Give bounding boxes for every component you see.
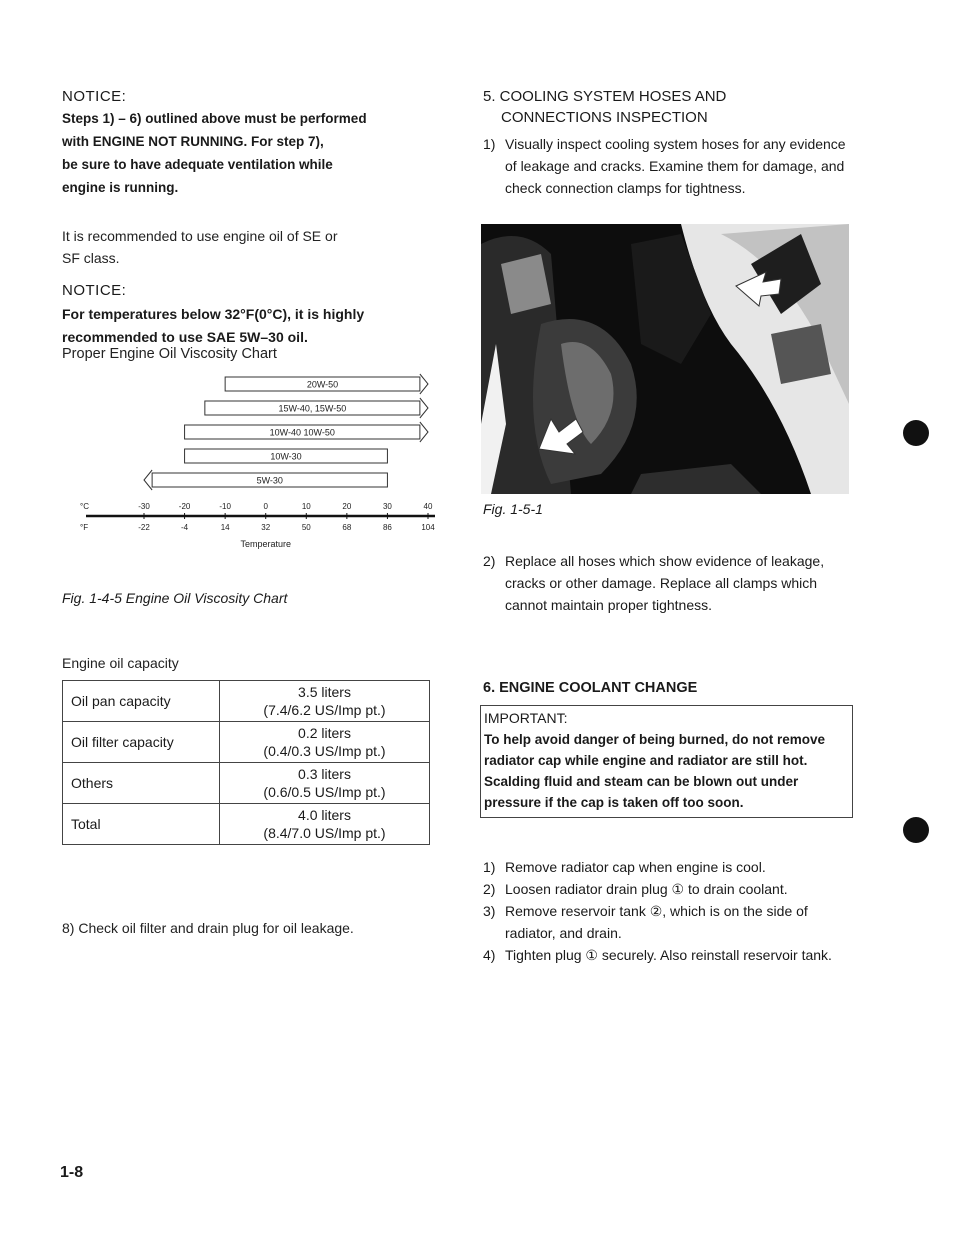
list-item xyxy=(483,900,855,944)
notice-block xyxy=(62,88,434,199)
heading-line: 5. COOLING SYSTEM HOSES AND xyxy=(483,88,727,105)
step-number: 2) xyxy=(483,881,496,897)
table-row xyxy=(63,763,430,804)
bar-arrow-right xyxy=(420,374,428,394)
celsius-tick-label: -10 xyxy=(219,502,231,511)
step-number: 1) xyxy=(483,136,496,152)
step-text: Remove reservoir tank ②, which is on the side of radiator, and drain. xyxy=(505,903,808,941)
notice-line: with ENGINE NOT RUNNING. For step 7), xyxy=(62,134,324,149)
capacity-label: Total xyxy=(63,804,220,845)
capacity-value xyxy=(220,804,430,845)
notice-line: be sure to have adequate ventilation while xyxy=(62,157,333,172)
fahrenheit-tick-label: 104 xyxy=(421,523,435,532)
paragraph-line: It is recommended to use engine oil of SE or xyxy=(62,228,338,244)
bar-arrow-right xyxy=(420,398,428,418)
step-text: Remove radiator cap when engine is cool. xyxy=(505,859,766,875)
step-text: Visually inspect cooling system hoses for any evidence of leakage and cracks. Examine them for damage, and check connection clamps for tightness. xyxy=(505,136,846,196)
capacity-label: Others xyxy=(63,763,220,804)
notice-text xyxy=(62,107,434,199)
capacity-pints: (0.4/0.3 US/Imp pt.) xyxy=(263,743,386,759)
table-row xyxy=(63,681,430,722)
capacity-pints: (0.6/0.5 US/Imp pt.) xyxy=(263,784,386,800)
section-6-heading: 6. ENGINE COOLANT CHANGE xyxy=(483,680,698,696)
step-number: 1) xyxy=(483,859,496,875)
capacity-liters: 0.2 liters xyxy=(298,725,351,741)
fahrenheit-tick-label: 86 xyxy=(382,523,392,532)
oil-class-paragraph xyxy=(62,225,434,269)
binding-hole xyxy=(903,420,929,446)
notice-line: engine is running. xyxy=(62,180,179,195)
viscosity-chart xyxy=(60,370,440,585)
bar-arrow-right xyxy=(420,422,428,442)
capacity-liters: 4.0 liters xyxy=(298,807,351,823)
table-row xyxy=(63,804,430,845)
heading-line: CONNECTIONS INSPECTION xyxy=(501,109,708,126)
paragraph-line: SF class. xyxy=(62,250,120,266)
x-axis-label: Temperature xyxy=(240,539,291,549)
capacity-label: Oil filter capacity xyxy=(63,722,220,763)
step-5-1 xyxy=(483,133,853,199)
capacity-value xyxy=(220,763,430,804)
page-number: 1-8 xyxy=(60,1164,84,1181)
celsius-tick-label: 20 xyxy=(342,502,352,511)
step-text: Loosen radiator drain plug ① to drain coolant. xyxy=(505,881,788,897)
bar-arrow-left xyxy=(144,470,152,490)
bar-label: 15W-40, 15W-50 xyxy=(278,403,347,414)
notice-heading: NOTICE: xyxy=(62,88,127,105)
figure-caption: Fig. 1-5-1 xyxy=(483,501,543,517)
step-8: 8) Check oil filter and drain plug for oil leakage. xyxy=(62,920,354,936)
section-6-steps xyxy=(483,856,855,966)
notice-line: For temperatures below 32°F(0°C), it is highly xyxy=(62,306,365,322)
capacity-pints: (7.4/6.2 US/Imp pt.) xyxy=(263,702,386,718)
notice-line: Steps 1) – 6) outlined above must be performed xyxy=(62,111,367,126)
bar-label: 20W-50 xyxy=(306,379,339,390)
step-5-2 xyxy=(483,550,853,616)
celsius-tick-label: 10 xyxy=(301,502,311,511)
fahrenheit-tick-label: 14 xyxy=(220,523,230,532)
section-5-heading xyxy=(483,86,863,128)
fahrenheit-tick-label: 68 xyxy=(342,523,352,532)
list-item xyxy=(483,944,855,966)
capacity-table xyxy=(62,680,430,845)
fahrenheit-tick-label: -22 xyxy=(138,523,150,532)
fahrenheit-unit-label: °F xyxy=(80,523,89,532)
photo-illustration xyxy=(481,224,849,494)
viscosity-chart-svg xyxy=(60,370,440,580)
celsius-tick-label: -20 xyxy=(178,502,191,511)
celsius-tick-label: 0 xyxy=(263,502,268,511)
celsius-tick-label: -30 xyxy=(138,502,150,511)
celsius-tick-label: 30 xyxy=(382,502,392,511)
notice-heading: NOTICE: xyxy=(62,282,127,299)
celsius-unit-label: °C xyxy=(80,502,89,511)
celsius-tick-label: 40 xyxy=(423,502,433,511)
figure-caption: Fig. 1-4-5 Engine Oil Viscosity Chart xyxy=(62,590,288,606)
important-heading: IMPORTANT: xyxy=(484,710,568,726)
step-number: 3) xyxy=(483,903,496,919)
capacity-heading: Engine oil capacity xyxy=(62,655,179,671)
fahrenheit-tick-label: -4 xyxy=(181,523,189,532)
bar-label: 10W-40 10W-50 xyxy=(269,427,335,438)
important-text: To help avoid danger of being burned, do not remove radiator cap while engine and radiator are still hot. Scalding fluid and steam can be blown out under pressure if the cap is taken off too soon. xyxy=(484,732,826,810)
step-number: 2) xyxy=(483,553,496,569)
chart-heading: Proper Engine Oil Viscosity Chart xyxy=(62,346,277,362)
important-box xyxy=(480,705,853,818)
capacity-pints: (8.4/7.0 US/Imp pt.) xyxy=(263,825,386,841)
capacity-liters: 3.5 liters xyxy=(298,684,351,700)
step-text: Replace all hoses which show evidence of leakage, cracks or other damage. Replace all clamps which cannot maintain proper tightness. xyxy=(505,553,825,613)
fahrenheit-tick-label: 50 xyxy=(301,523,311,532)
capacity-label: Oil pan capacity xyxy=(63,681,220,722)
step-text: Tighten plug ① securely. Also reinstall reservoir tank. xyxy=(505,947,832,963)
binding-hole xyxy=(903,817,929,843)
table-row xyxy=(63,722,430,763)
notice-line: recommended to use SAE 5W–30 oil. xyxy=(62,329,308,345)
bar-label: 10W-30 xyxy=(270,451,302,462)
fahrenheit-tick-label: 32 xyxy=(261,523,271,532)
list-item xyxy=(483,878,855,900)
capacity-value xyxy=(220,722,430,763)
notice2-block xyxy=(62,282,434,349)
list-item xyxy=(483,856,855,878)
capacity-value xyxy=(220,681,430,722)
capacity-liters: 0.3 liters xyxy=(298,766,351,782)
bar-label: 5W-30 xyxy=(256,475,283,486)
hose-inspection-photo xyxy=(481,224,849,494)
step-number: 4) xyxy=(483,947,496,963)
